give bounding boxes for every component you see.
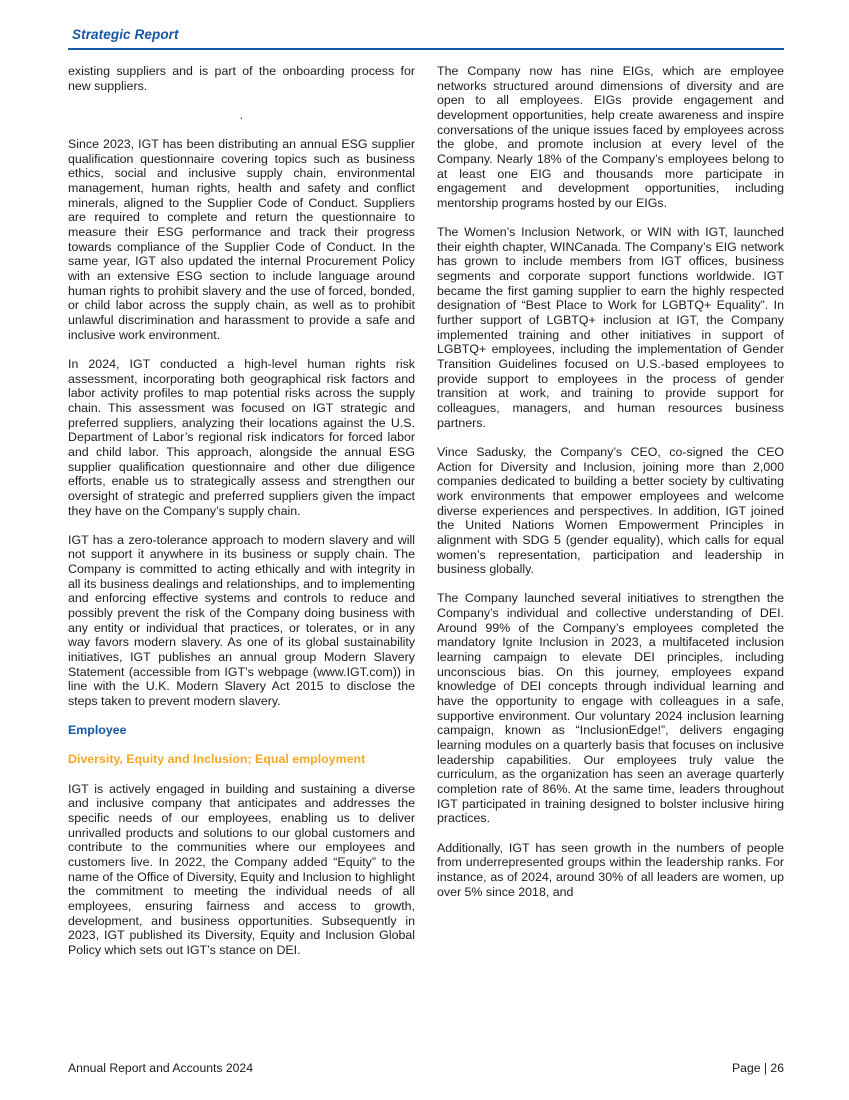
footer-page-number: Page | 26 — [732, 1061, 784, 1075]
section-title: Strategic Report — [72, 27, 179, 42]
stray-period: . — [239, 107, 244, 122]
paragraph-dei-intro: IGT is actively engaged in building and sustaining a diverse and inclusive company that anticipates and addresses the specific needs of our employees, enabling us to deliver unrivalled products and solutions to our global customers and contribute to the communities where our employees and customers live. In 2022, the Company added “Equity” to the name of the Office of Diversity, Equity and Inclusion to highlight the commitment to meeting the individual needs of all employees, ensuring fairness and access to growth, development, and business opportunities. Subsequently in 2023, IGT published its Diversity, Equity and Inclusion Global Policy which sets out IGT’s stance on DEI. — [68, 781, 415, 957]
paragraph-eigs: The Company now has nine EIGs, which are employee networks structured around dimensions of diversity and are open to all employees. EIGs provide engagement and development opportunities, help create awareness and inspire conversations of the unique issues faced by employees across the globe, and promote inclusion at every level of the Company. Nearly 18% of the Company’s employees belong to at least one EIG and thousands more participate in engagement and development opportunities, including mentorship programs hosted by our EIGs. — [437, 64, 784, 210]
paragraph-continued-from-previous-page: existing suppliers and is part of the onboarding process for new suppliers. — [68, 64, 415, 93]
page-footer — [68, 1061, 784, 1075]
subheading-dei-equal-employment: Diversity, Equity and Inclusion; Equal employment — [68, 752, 366, 767]
two-column-body — [68, 64, 784, 972]
paragraph-modern-slavery: IGT has a zero-tolerance approach to modern slavery and will not support it anywhere in its business or supply chain. The Company is committed to acting ethically and with integrity in all its business dealings and relationships, and to implementing and enforcing effective systems and controls to reduce and possibly prevent the risk of the Company doing business with any entity or individual that practices, or tolerates, or in any way favors modern slavery. As one of its global sustainability initiatives, IGT publishes an annual group Modern Slavery Statement (accessible from IGT’s webpage (www.IGT.com)) in line with the U.K. Modern Slavery Act 2015 to disclose the steps taken to prevent modern slavery. — [68, 532, 415, 708]
paragraph-leadership-growth: Additionally, IGT has seen growth in the numbers of people from underrepresented groups within the leadership ranks. For instance, as of 2024, around 30% of all leaders are women, up over 5% since 2018, and — [437, 840, 784, 899]
page-header — [68, 27, 784, 50]
right-column — [437, 64, 784, 972]
heading-employee: Employee — [68, 723, 127, 738]
left-column — [68, 64, 415, 972]
paragraph-human-rights-risk-assessment: In 2024, IGT conducted a high-level human rights risk assessment, incorporating both geographical risk factors and labor activity profiles to map potential risks across the supply chain. This assessment was focused on IGT strategic and preferred suppliers, analyzing their locations against the U.S. Department of Labor’s regional risk indicators for forced labor and child labor. This approach, alongside the annual ESG supplier qualification questionnaire and other due diligence efforts, enable us to strategically assess and strengthen our oversight of strategic and preferred suppliers given the impact they have on the Company’s supply chain. — [68, 356, 415, 518]
paragraph-inclusion-learning: The Company launched several initiatives to strengthen the Company’s individual and collective understanding of DEI. Around 99% of the Company’s employees completed the mandatory Ignite Inclusion in 2023, a multifaceted inclusion learning campaign to elevate DEI principles, including unconscious bias. On this journey, employees expand knowledge of DEI concepts through individual learning and have the opportunity to engage with colleagues in a safe, supportive environment. Our voluntary 2024 inclusion learning campaign, known as “InclusionEdge!”, delivers engaging learning modules on a quarterly basis that focuses on inclusive leadership capabilities. Our employees truly value the curriculum, as the organization has seen an average quarterly completion rate of 86%. At the same time, leaders throughout IGT participated in training designed to bolster inclusive hiring practices. — [437, 591, 784, 826]
paragraph-win-lgbtq: The Women’s Inclusion Network, or WIN with IGT, launched their eighth chapter, WINCanada. The Company’s EIG network has grown to include members from IGT offices, business segments and corporate support functions worldwide. IGT became the first gaming supplier to earn the highly respected designation of “Best Place to Work for LGBTQ+ Equality”. In further support of LGBTQ+ inclusion at IGT, the Company implemented training and other initiatives in support of LGBTQ+ employees, including the implementation of Gender Transition Guidelines focused on U.S.-based employees to provide support to employees in the process of gender transition at work, and training to provide support for colleagues, managers, and human resources business partners. — [437, 225, 784, 430]
paragraph-esg-questionnaire: Since 2023, IGT has been distributing an annual ESG supplier qualification questionnaire covering topics such as business ethics, social and inclusive supply chain, environmental management, human rights, health and safety and conflict minerals, aligned to the Supplier Code of Conduct. Suppliers are required to complete and return the questionnaire to measure their ESG performance and track their progress towards compliance of the Supplier Code of Conduct. In the same year, IGT also updated the internal Procurement Policy with an extensive ESG section to include language around human rights to prohibit slavery and the use of forced, bonded, or child labor across the supply chain, as well as to prohibit unlawful discrimination and harassment to provide a safe and inclusive work environment. — [68, 137, 415, 342]
paragraph-ceo-action: Vince Sadusky, the Company’s CEO, co-signed the CEO Action for Diversity and Inclusion, joining more than 2,000 companies dedicated to building a better society by cultivating work environments that empower employees and welcome diverse experiences and perspectives. In addition, IGT joined the United Nations Women Empowerment Principles in alignment with SDG 5 (gender equality), which calls for equal women’s representation, participation and leadership in business globally. — [437, 444, 784, 577]
footer-report-title: Annual Report and Accounts 2024 — [68, 1061, 253, 1075]
